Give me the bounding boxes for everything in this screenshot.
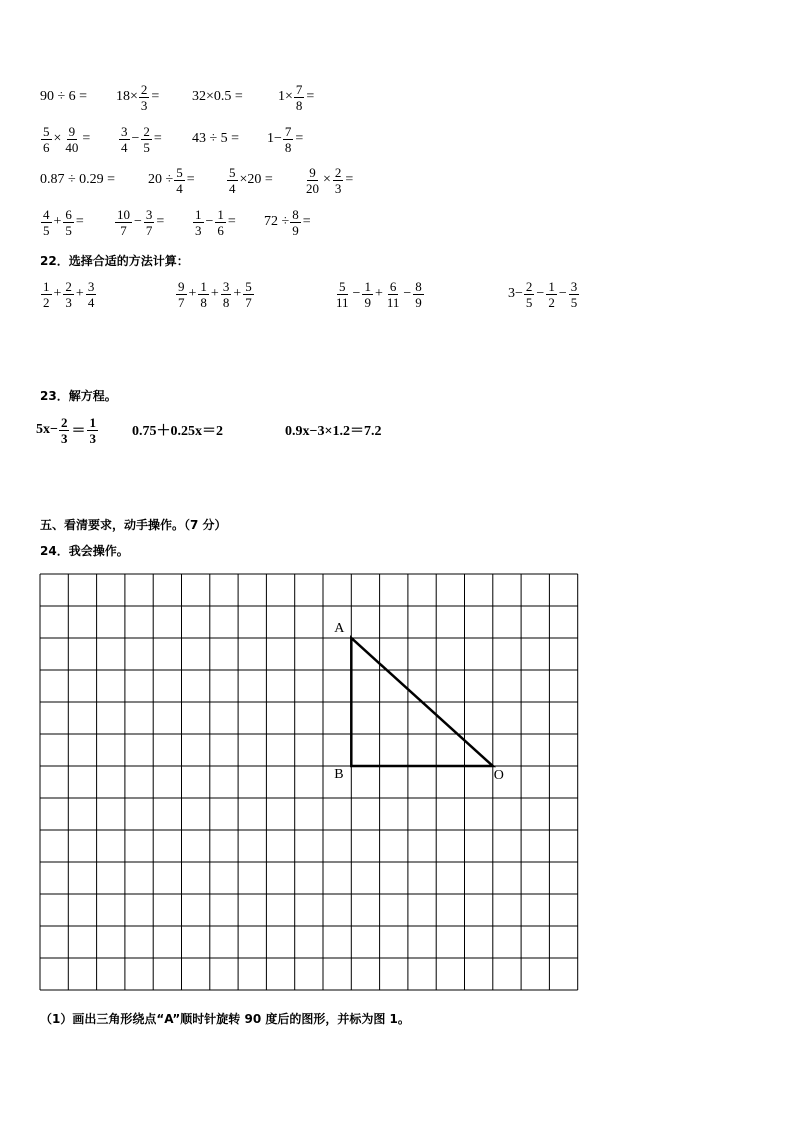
oral-r1-e4: 1× $\frac{7}{8}$ =: [278, 81, 315, 113]
q22-problem-4: 3− $\frac{2}{5}$ − $\frac{1}{2}$ − $\frac{3}{5}$: [508, 278, 578, 310]
oral-r4-e2: $\frac{10}{7}$ − $\frac{3}{7}$ =: [117, 206, 165, 238]
oral-r4-e3: $\frac{1}{3}$ − $\frac{1}{6}$ =: [195, 206, 236, 238]
q22-problem-2: $\frac{9}{7}$ + $\frac{1}{8}$ + $\frac{3}{8}$ + $\frac{5}{7}$: [178, 278, 252, 310]
q24-instruction: （1）画出三角形绕点“A”顺时针旋转 90 度后的图形，并标为图 1。: [40, 1012, 410, 1026]
section5-title: 五、看清要求，动手操作。（7 分）: [40, 518, 227, 532]
q23-title: 23．解方程。: [40, 389, 117, 403]
point-label-B: B: [334, 767, 344, 782]
oral-r2-e2: $\frac{3}{4}$ − $\frac{2}{5}$ =: [121, 123, 162, 155]
oral-r1-e2: 18× $\frac{2}{3}$ =: [116, 81, 160, 113]
q23-equation-3: 0.9x−3×1.2＝7.2: [285, 424, 382, 439]
oral-r3-e3: $\frac{5}{4}$ ×20 =: [229, 164, 273, 196]
q22-problem-3: $\frac{5}{11}$ − $\frac{1}{9}$ + $\frac{6}{11}$ − $\frac{8}{9}$: [336, 278, 422, 310]
oral-r3-e2: 20 ÷ $\frac{5}{4}$ =: [148, 164, 195, 196]
point-label-A: A: [334, 621, 345, 636]
point-label-O: O: [493, 768, 504, 783]
oral-r2-e1: $\frac{5}{6}$ × $\frac{9}{40}$ =: [43, 123, 91, 155]
q23-equation-1: 5x− $\frac{2}{3}$ ＝ $\frac{1}{3}$: [36, 414, 96, 446]
oral-r2-e3: 43 ÷ 5 =: [192, 131, 240, 146]
q24-title: 24．我会操作。: [40, 544, 129, 558]
q22-title: 22．选择合适的方法计算：: [40, 254, 189, 268]
oral-r4-e4: 72 ÷ $\frac{8}{9}$ =: [264, 206, 311, 238]
oral-r2-e4: 1− $\frac{7}{8}$ =: [267, 123, 304, 155]
oral-r1-e3: 32×0.5 =: [192, 89, 243, 104]
oral-r3-e1: 0.87 ÷ 0.29 =: [40, 172, 116, 187]
q23-equation-2: 0.75＋0.25x＝2: [132, 424, 223, 439]
oral-r3-e4: $\frac{9}{20}$ × $\frac{2}{3}$ =: [306, 164, 354, 196]
oral-r1-e1: 90 ÷ 6 =: [40, 89, 88, 104]
q22-problem-1: $\frac{1}{2}$ + $\frac{2}{3}$ + $\frac{3}{4}$: [43, 278, 95, 310]
oral-r4-e1: $\frac{4}{5}$ + $\frac{6}{5}$ =: [43, 206, 84, 238]
